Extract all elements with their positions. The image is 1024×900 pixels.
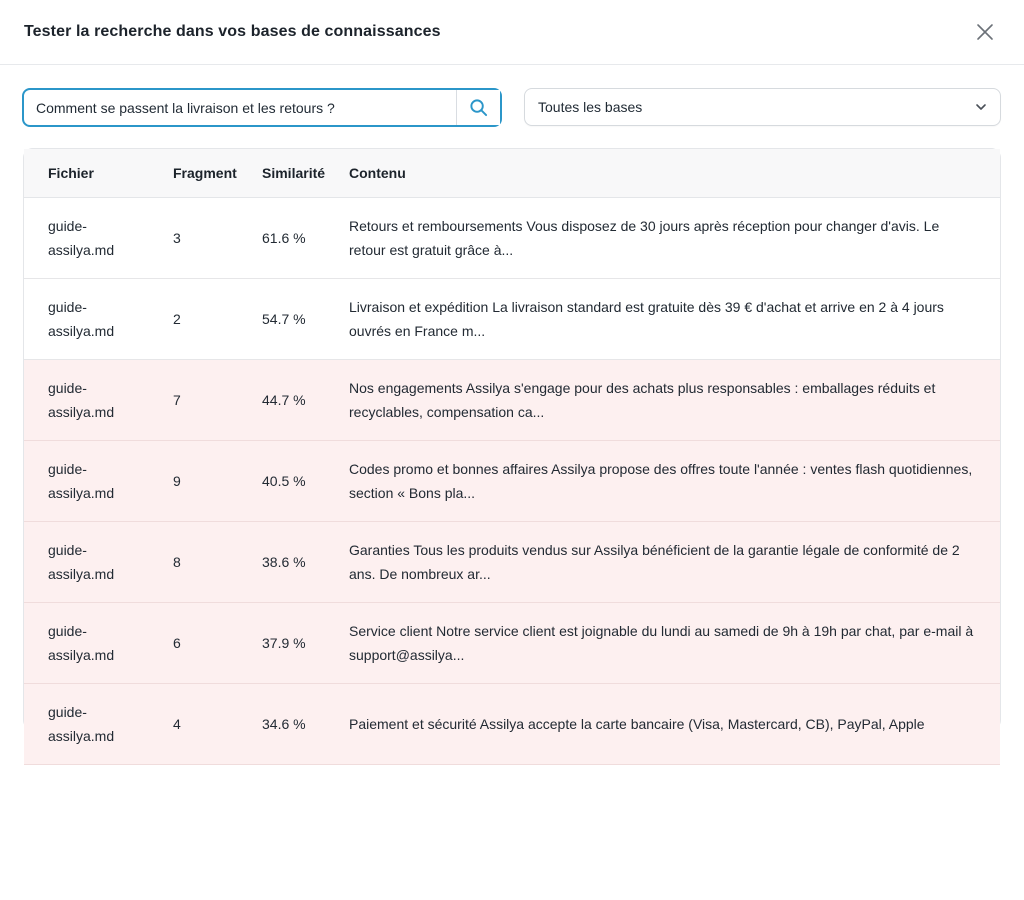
cell-similarity: 44.7 % [262,392,306,408]
cell-similarity: 38.6 % [262,554,306,570]
cell-fragment: 4 [173,716,181,732]
cell-fragment: 6 [173,635,181,651]
cell-file-part: guide- [48,704,87,720]
header-content: Contenu [349,165,406,181]
table-row[interactable] [24,360,1000,441]
header-similarity: Similarité [262,165,326,181]
close-icon [976,23,994,41]
cell-similarity: 34.6 % [262,716,306,732]
cell-file [24,295,173,343]
cell-file-part: assilya.md [48,242,115,258]
search-box [22,88,502,127]
cell-file-part: guide- [48,542,87,558]
cell-file-part: assilya.md [48,728,115,744]
cell-file-part: assilya.md [48,485,115,501]
chevron-down-icon [974,100,988,114]
header-fragment: Fragment [173,165,237,181]
cell-content: Paiement et sécurité Assilya accepte la carte bancaire (Visa, Mastercard, CB), PayPal, Apple [349,716,925,732]
search-button[interactable] [456,90,500,125]
cell-file-part: assilya.md [48,647,115,663]
table-header [24,149,1000,198]
cell-file [24,214,173,262]
cell-fragment: 7 [173,392,181,408]
cell-file [24,700,173,748]
table-row[interactable] [24,603,1000,684]
knowledge-base-select-value: Toutes les bases [538,99,643,115]
table-row[interactable] [24,198,1000,279]
cell-content: Nos engagements Assilya s'engage pour des achats plus responsables : emballages réduits et recyclables, compensation ca... [349,380,936,420]
cell-file-part: guide- [48,218,87,234]
cell-fragment: 2 [173,311,181,327]
cell-file [24,538,173,586]
search-toolbar [22,88,1001,127]
cell-file-part: guide- [48,461,87,477]
cell-file [24,376,173,424]
cell-content: Livraison et expédition La livraison standard est gratuite dès 39 € d'achat et arrive en 2 à 4 jours ouvrés en France m... [349,299,944,339]
modal-title: Tester la recherche dans vos bases de connaissances [24,23,441,40]
cell-similarity: 54.7 % [262,311,306,327]
cell-content: Service client Notre service client est joignable du lundi au samedi de 9h à 19h par chat, par e-mail à support@assilya... [349,623,974,663]
header-file: Fichier [48,165,94,181]
cell-file-part: guide- [48,623,87,639]
cell-file-part: assilya.md [48,566,115,582]
modal-header [0,0,1024,65]
cell-file-part: assilya.md [48,323,115,339]
cell-similarity: 61.6 % [262,230,306,246]
cell-file-part: guide- [48,299,87,315]
cell-content: Codes promo et bonnes affaires Assilya propose des offres toute l'année : ventes flash quotidiennes, section « Bons pla... [349,461,973,501]
table-row[interactable] [24,441,1000,522]
cell-file [24,457,173,505]
cell-similarity: 40.5 % [262,473,306,489]
cell-fragment: 9 [173,473,181,489]
results-table[interactable] [23,148,1001,744]
cell-content: Retours et remboursements Vous disposez de 30 jours après réception pour changer d'avis. Le retour est gratuit grâce à... [349,218,940,258]
cell-fragment: 8 [173,554,181,570]
search-icon [469,98,488,117]
cell-file [24,619,173,667]
cell-content: Garanties Tous les produits vendus sur Assilya bénéficient de la garantie légale de conformité de 2 ans. De nombreux ar... [349,542,960,582]
table-row[interactable] [24,522,1000,603]
cell-similarity: 37.9 % [262,635,306,651]
search-input[interactable] [24,90,456,125]
close-button[interactable] [973,20,997,44]
cell-fragment: 3 [173,230,181,246]
table-row[interactable] [24,279,1000,360]
knowledge-base-select[interactable] [524,88,1001,126]
table-row[interactable] [24,684,1000,765]
cell-file-part: guide- [48,380,87,396]
cell-file-part: assilya.md [48,404,115,420]
